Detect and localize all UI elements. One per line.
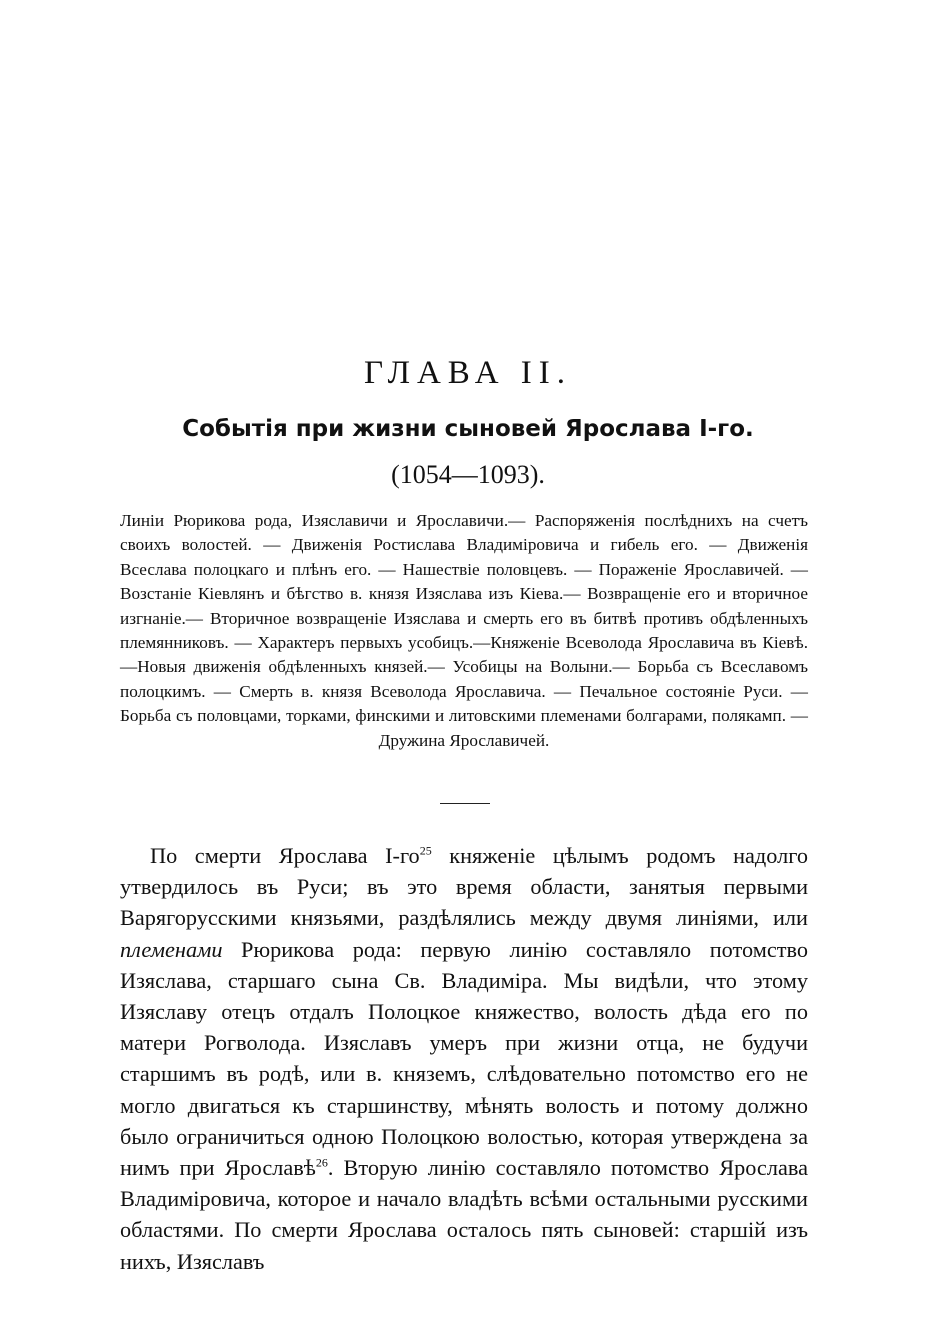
footnote-marker[interactable]: 26 <box>315 1155 328 1170</box>
chapter-title: Событія при жизни сыновей Ярослава I-го. <box>182 416 754 442</box>
footnote-marker[interactable]: 25 <box>419 843 432 858</box>
chapter-dates: (1054—1093). <box>391 460 545 489</box>
body-paragraph <box>120 840 808 1277</box>
section-divider <box>440 803 490 804</box>
chapter-heading: ГЛАВА II. <box>363 355 573 391</box>
chapter-summary: Линіи Рюрикова рода, Изяславичи и Ярославичи.— Распоряженія послѣднихъ на счетъ своихъ волостей. — Движенія Ростислава Владиміровича и гибель его. — Движенія Всеслава полоцкаго и плѣнъ его. — Нашествіе половцевъ. — Пораженіе Ярославичей. — Возстаніе Кіевлянъ и бѣгство в. князя Изяслава изъ Кіева.— Возвращеніе его и вторичное изгнаніе.— Вторичное возвращеніе Изяслава и смерть его въ битвѣ противъ обдѣленныхъ племянниковъ. — Характеръ первыхъ усобицъ.—Княженіе Всеволода Ярославича въ Кіевѣ.—Новыя движенія обдѣленныхъ князей.— Усобицы на Волыни.— Борьба съ Всеславомъ полоцкимъ. — Смерть в. князя Всеволода Ярославича. — Печальное состояніе Руси. — Борьба съ половцами, торками, финскими и литовскими племенами болгарами, полякамп. — Дружина Ярославичей. <box>120 511 808 750</box>
body-text-segment: княженіе цѣлымъ родомъ надолго утвердилось въ Руси; въ это время области, занятыя первыми Варягорусскими князьями, раздѣлялись между двумя линіями, или <box>120 843 808 931</box>
emphasized-term: племенами <box>120 936 223 962</box>
body-text-segment: Рюрикова рода: первую линію составляло потомство Изяслава, старшаго сына Св. Владиміра. Мы видѣли, что этому Изяславу отецъ отдалъ Полоцкое княжество, волость дѣда его по матери Рогволода. Изяславъ умеръ при жизни отца, не будучи старшимъ въ родѣ, или в. княземъ, слѣдовательно потомство его не могло двигаться къ старшинству, мѣнять волость и потому должно было ограничиться одною Полоцкою волостью, которая утверждена за нимъ при Ярославѣ <box>120 936 808 1181</box>
body-text-segment: . Вторую линію составляло потомство Ярослава Владиміровича, которое и начало владѣть всѣми остальными русскими областями. По смерти Ярослава осталось пять сыновей: старшій изъ нихъ, Изяславъ <box>120 1155 808 1274</box>
body-text-segment: По смерти Ярослава I-го <box>150 843 420 868</box>
